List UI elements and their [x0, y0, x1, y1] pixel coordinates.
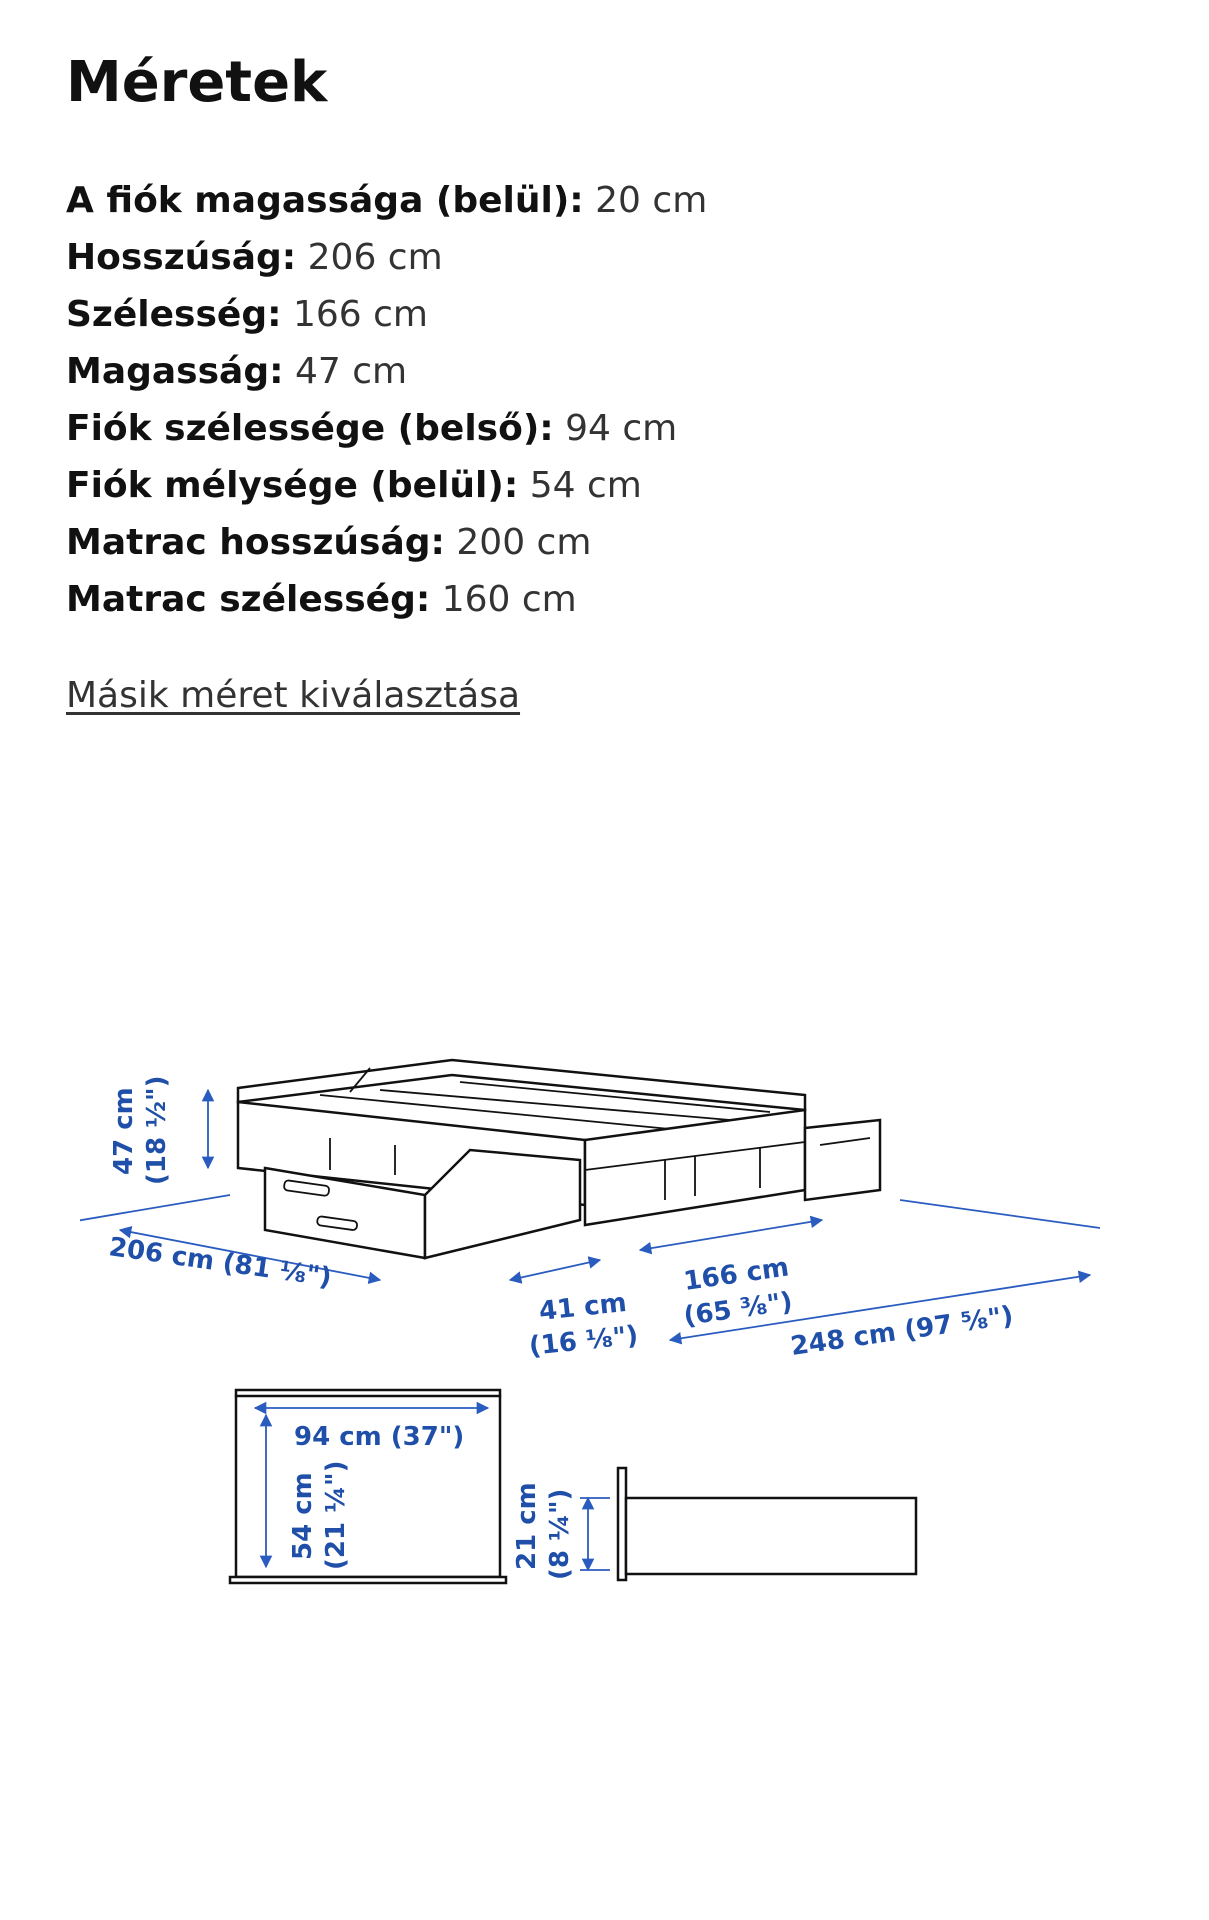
width-dimension-line	[640, 1220, 822, 1250]
drawer-depth-cm-label: 54 cm	[288, 1472, 318, 1560]
height-in-label: (18 ½")	[142, 1075, 172, 1185]
dimension-item-drawer-width	[66, 400, 707, 457]
dimension-label: Szélesség:	[66, 294, 282, 335]
drawer-height-cm-label: 21 cm	[512, 1482, 542, 1570]
bed-dimension-diagram	[80, 1050, 1140, 1650]
drawer-top-view	[230, 1390, 506, 1583]
dimension-value: 47 cm	[294, 351, 408, 392]
dimension-item-drawer-height	[66, 172, 707, 229]
dimension-value: 200 cm	[456, 522, 592, 563]
drawer-out-cm-label: 41 cm	[537, 1287, 629, 1327]
width-in-label: (65 ⅜")	[681, 1286, 795, 1332]
drawer-out-in-label: (16 ⅛")	[527, 1320, 640, 1362]
height-cm-label: 47 cm	[109, 1087, 139, 1175]
dimension-item-mattress-width	[66, 571, 707, 628]
length-label: 206 cm (81 ⅛")	[107, 1232, 334, 1294]
dimension-label: Hosszúság:	[66, 237, 297, 278]
dimension-item-drawer-depth	[66, 457, 707, 514]
dimension-value: 166 cm	[292, 294, 428, 335]
drawer-width-label: 94 cm (37")	[294, 1422, 465, 1452]
drawer-height-in-label: (8 ¼")	[545, 1488, 575, 1580]
dimension-item-mattress-length	[66, 514, 707, 571]
dimension-label: Fiók szélessége (belső):	[66, 408, 554, 449]
dimension-label: Magasság:	[66, 351, 284, 392]
bed-illustration	[238, 1060, 880, 1258]
drawer-out-dimension-line	[510, 1260, 600, 1280]
dimension-label: A fiók magassága (belül):	[66, 180, 584, 221]
dimension-value: 160 cm	[441, 579, 577, 620]
dimension-item-width	[66, 286, 707, 343]
dimension-value: 94 cm	[565, 408, 678, 449]
dimension-item-length	[66, 229, 707, 286]
dimensions-list	[66, 172, 707, 628]
dimension-value: 54 cm	[529, 465, 642, 506]
total-label: 248 cm (97 ⅝")	[788, 1301, 1016, 1362]
length-ext-line-left	[80, 1195, 230, 1222]
page-title: Méretek	[66, 50, 328, 115]
choose-other-size-link[interactable]: Másik méret kiválasztása	[66, 675, 521, 716]
dimension-value: 206 cm	[307, 237, 443, 278]
total-ext-line-right	[900, 1200, 1100, 1228]
drawer-depth-in-label: (21 ¼")	[321, 1460, 351, 1570]
dimension-item-height	[66, 343, 707, 400]
dimension-label: Fiók mélysége (belül):	[66, 465, 519, 506]
width-cm-label: 166 cm	[681, 1252, 791, 1297]
dimension-label: Matrac hosszúság:	[66, 522, 445, 563]
drawer-side-view	[618, 1468, 916, 1580]
dimension-value: 20 cm	[595, 180, 708, 221]
dimension-label: Matrac szélesség:	[66, 579, 431, 620]
